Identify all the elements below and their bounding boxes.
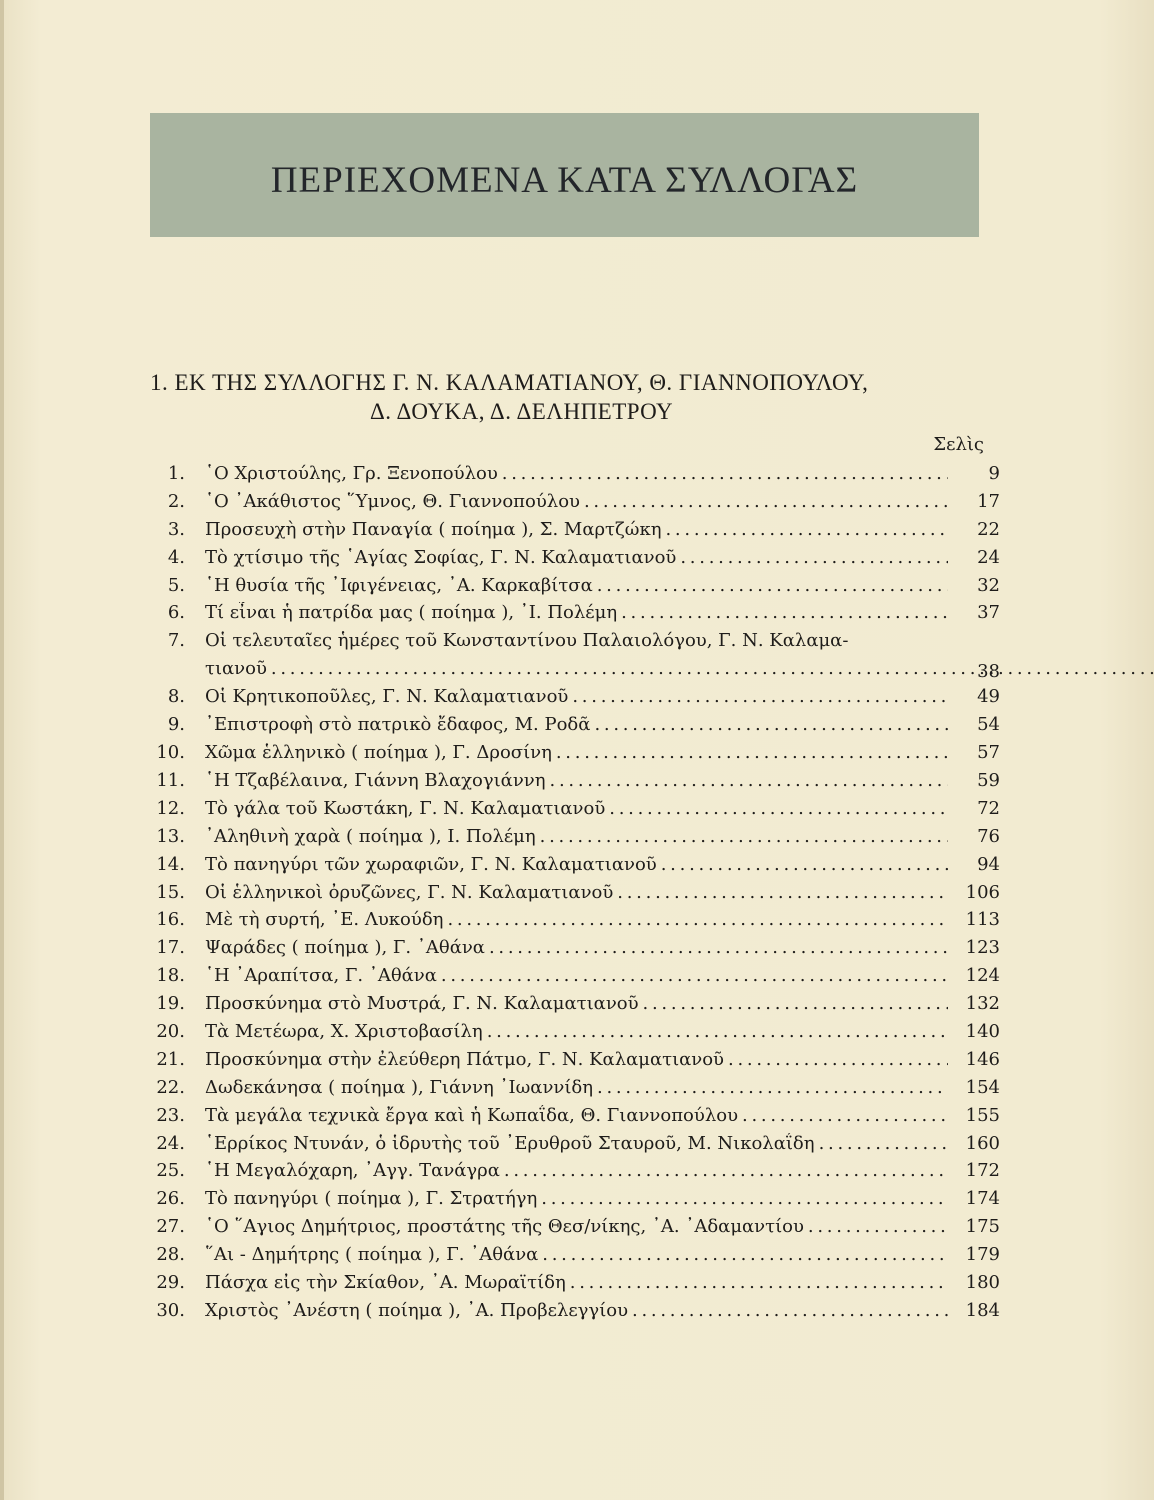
entry-line bbox=[205, 714, 948, 735]
toc-entry bbox=[150, 1244, 1000, 1272]
dot-leader bbox=[570, 1272, 948, 1293]
entry-title: Μὲ τὴ συρτή, ᾿Ε. Λυκούδη bbox=[205, 909, 444, 931]
entry-title: Χῶμα ἑλληνικὸ ( ποίημα ), Γ. Δροσίνη bbox=[205, 742, 552, 764]
entry-title: ᾿Αληθινὴ χαρὰ ( ποίημα ), Ι. Πολέμη bbox=[205, 825, 536, 847]
toc-entry bbox=[150, 491, 1000, 519]
entry-line bbox=[205, 1216, 948, 1237]
toc-entry bbox=[150, 854, 1000, 882]
entry-number: 27. bbox=[156, 1216, 185, 1238]
dot-leader bbox=[819, 1133, 948, 1154]
dot-leader bbox=[271, 658, 1154, 679]
toc-entry bbox=[150, 547, 1000, 575]
toc-entry bbox=[150, 1188, 1000, 1216]
entry-page-number: 57 bbox=[977, 742, 1000, 764]
entry-page-number: 54 bbox=[977, 714, 1000, 736]
entry-title: ῾Η ᾿Αραπίτσα, Γ. ᾿Αθάνα bbox=[205, 965, 437, 987]
page-column-label: Σελὶς bbox=[933, 434, 984, 455]
entry-page-number: 59 bbox=[977, 770, 1000, 792]
dot-leader bbox=[661, 854, 948, 875]
entry-line bbox=[205, 770, 948, 791]
dot-leader bbox=[504, 1160, 948, 1181]
entry-title: Τὸ γάλα τοῦ Κωστάκη, Γ. Ν. Καλαματιανοῦ bbox=[205, 797, 606, 819]
dot-leader bbox=[447, 909, 948, 930]
entry-line bbox=[205, 1300, 948, 1321]
entry-line bbox=[205, 491, 948, 512]
entry-title: Δωδεκάνησα ( ποίημα ), Γιάννη ᾿Ιωαννίδη bbox=[205, 1076, 594, 1098]
toc-entry bbox=[150, 1300, 1000, 1328]
entry-line bbox=[205, 602, 948, 623]
entry-title: Οἱ ἑλληνικοὶ ὀρυζῶνες, Γ. Ν. Καλαματιανοῦ bbox=[205, 881, 614, 903]
entry-title-continuation-text: τιανοῦ bbox=[205, 658, 267, 680]
entry-page-number: 9 bbox=[988, 463, 1000, 484]
entry-number: 5. bbox=[167, 574, 185, 596]
entry-page-number: 175 bbox=[965, 1216, 1000, 1238]
entry-number: 9. bbox=[167, 714, 185, 736]
entry-page-number: 132 bbox=[965, 993, 1000, 1015]
entry-line bbox=[205, 798, 948, 819]
toc-entry bbox=[150, 1077, 1000, 1105]
toc-entry bbox=[150, 826, 1000, 854]
entry-number: 28. bbox=[156, 1244, 185, 1266]
entry-title: Οἱ τελευταῖες ἡμέρες τοῦ Κωνσταντίνου Παλαιολόγου, Γ. Ν. Καλαμα- bbox=[205, 630, 849, 652]
dot-leader bbox=[742, 1105, 948, 1126]
toc-entry bbox=[150, 686, 1000, 714]
entry-title: ῾Ερρίκος Ντυνάν, ὁ ἱδρυτὴς τοῦ ᾿Ερυθροῦ Σταυροῦ, Μ. Νικολαΐδη bbox=[205, 1132, 815, 1154]
dot-leader bbox=[643, 993, 948, 1014]
entry-line bbox=[205, 1160, 948, 1181]
dot-leader bbox=[502, 463, 948, 484]
toc-entry bbox=[150, 937, 1000, 965]
entry-page-number: 22 bbox=[977, 518, 1000, 540]
entry-line bbox=[205, 909, 948, 930]
entry-page-number: 184 bbox=[965, 1299, 1000, 1321]
entry-title: Προσκύνημα στὸ Μυστρά, Γ. Ν. Καλαματιανοῦ bbox=[205, 993, 639, 1015]
dot-leader bbox=[808, 1216, 948, 1237]
dot-leader bbox=[597, 1077, 948, 1098]
entry-title: Τὰ μεγάλα τεχνικὰ ἔργα καὶ ἡ Κωπαΐδα, Θ. Γιαννοπούλου bbox=[205, 1104, 739, 1126]
entry-number: 10. bbox=[156, 742, 185, 764]
entry-page-number: 76 bbox=[977, 825, 1000, 847]
entry-title: ᾿Επιστροφὴ στὸ πατρικὸ ἔδαφος, Μ. Ροδᾶ bbox=[205, 714, 591, 736]
entry-title: Προσκύνημα στὴν ἐλεύθερη Πάτμο, Γ. Ν. Καλαματιανοῦ bbox=[205, 1048, 725, 1070]
page-edge bbox=[0, 0, 4, 1500]
entry-title: ῞Αι - Δημήτρης ( ποίημα ), Γ. ᾿Αθάνα bbox=[205, 1244, 539, 1266]
entry-title: ῾Η Μεγαλόχαρη, ᾿Αγγ. Τανάγρα bbox=[205, 1160, 500, 1182]
entry-title: Τὸ πανηγύρι ( ποίημα ), Γ. Στρατήγη bbox=[205, 1188, 538, 1210]
entry-title: Οἱ Κρητικοποῦλες, Γ. Ν. Καλαματιανοῦ bbox=[205, 686, 569, 708]
toc-entry bbox=[150, 1133, 1000, 1161]
toc-entry bbox=[150, 798, 1000, 826]
dot-leader bbox=[597, 575, 948, 596]
entry-line bbox=[205, 965, 948, 986]
toc-entry bbox=[150, 575, 1000, 603]
entry-page-number: 146 bbox=[965, 1048, 1000, 1070]
entry-number: 20. bbox=[156, 1021, 185, 1043]
entry-line bbox=[205, 575, 948, 596]
entry-line bbox=[205, 1244, 948, 1265]
entry-number: 30. bbox=[156, 1299, 185, 1321]
entry-page-number: 17 bbox=[977, 490, 1000, 512]
entry-line bbox=[205, 1133, 948, 1154]
toc-entry bbox=[150, 714, 1000, 742]
entry-page-number: 140 bbox=[965, 1021, 1000, 1043]
entry-number: 1. bbox=[167, 463, 185, 484]
toc-entry bbox=[150, 1272, 1000, 1300]
entry-number: 22. bbox=[156, 1076, 185, 1098]
toc-entry bbox=[150, 742, 1000, 770]
dot-leader bbox=[542, 1244, 948, 1265]
entry-page-number: 123 bbox=[965, 937, 1000, 959]
toc-entry bbox=[150, 882, 1000, 910]
entry-number: 17. bbox=[156, 937, 185, 959]
entry-title: Τὸ πανηγύρι τῶν χωραφιῶν, Γ. Ν. Καλαματιανοῦ bbox=[205, 853, 657, 875]
dot-leader bbox=[584, 491, 948, 512]
toc-entry bbox=[150, 463, 1000, 491]
entry-page-number: 24 bbox=[977, 546, 1000, 568]
dot-leader bbox=[550, 770, 949, 791]
entry-line bbox=[205, 826, 948, 847]
entry-number: 11. bbox=[156, 770, 185, 792]
entry-number: 25. bbox=[156, 1160, 185, 1182]
entry-line bbox=[205, 463, 948, 484]
table-of-contents bbox=[150, 463, 1000, 1328]
entry-number: 6. bbox=[167, 602, 185, 624]
toc-entry bbox=[150, 602, 1000, 630]
toc-entry bbox=[150, 1105, 1000, 1133]
entry-line bbox=[205, 993, 948, 1014]
toc-entry bbox=[150, 1049, 1000, 1077]
entry-number: 2. bbox=[167, 490, 185, 512]
toc-entry bbox=[150, 1160, 1000, 1188]
entry-page-number: 94 bbox=[977, 853, 1000, 875]
entry-number: 13. bbox=[156, 825, 185, 847]
toc-entry bbox=[150, 770, 1000, 798]
entry-line bbox=[205, 547, 948, 568]
dot-leader bbox=[728, 1049, 948, 1070]
toc-entry bbox=[150, 519, 1000, 547]
dot-leader bbox=[617, 882, 948, 903]
page-title: ΠΕΡΙΕΧΟΜΕΝΑ ΚΑΤΑ ΣΥΛΛΟΓΑΣ bbox=[270, 159, 859, 201]
entry-page-number: 180 bbox=[965, 1272, 1000, 1294]
entry-title: Πάσχα εἰς τὴν Σκίαθον, ᾿Α. Μωραϊτίδη bbox=[205, 1272, 566, 1294]
entry-page-number: 37 bbox=[977, 602, 1000, 624]
toc-entry bbox=[150, 1216, 1000, 1244]
entry-number: 21. bbox=[156, 1048, 185, 1070]
dot-leader bbox=[594, 714, 948, 735]
dot-leader bbox=[540, 826, 948, 847]
title-banner bbox=[150, 113, 979, 237]
entry-number: 15. bbox=[156, 881, 185, 903]
toc-entry bbox=[150, 965, 1000, 993]
entry-title-block bbox=[205, 630, 1154, 686]
toc-entry bbox=[150, 630, 1000, 686]
entry-number: 4. bbox=[167, 546, 185, 568]
toc-entry bbox=[150, 993, 1000, 1021]
entry-number: 26. bbox=[156, 1188, 185, 1210]
entry-page-number: 113 bbox=[965, 909, 1000, 931]
section-heading-line2: Δ. ΔΟΥΚΑ, Δ. ΔΕΛΗΠΕΤΡΟΥ bbox=[370, 399, 674, 424]
entry-title: Χριστὸς ᾿Ανέστη ( ποίημα ), ᾿Α. Προβελεγγίου bbox=[205, 1299, 629, 1321]
entry-number: 7. bbox=[167, 630, 185, 652]
entry-line bbox=[205, 742, 948, 763]
entry-page-number: 124 bbox=[965, 965, 1000, 987]
entry-line bbox=[205, 1272, 948, 1293]
entry-title-continuation bbox=[205, 658, 1154, 686]
entry-page-number: 172 bbox=[965, 1160, 1000, 1182]
entry-number: 3. bbox=[167, 518, 185, 540]
entry-number: 29. bbox=[156, 1272, 185, 1294]
entry-number: 19. bbox=[156, 993, 185, 1015]
entry-line bbox=[205, 519, 948, 540]
entry-line bbox=[205, 1188, 948, 1209]
dot-leader bbox=[621, 602, 948, 623]
entry-page-number: 160 bbox=[965, 1132, 1000, 1154]
entry-title: ῾Ο Χριστούλης, Γρ. Ξενοπούλου bbox=[205, 463, 498, 484]
entry-line bbox=[205, 1049, 948, 1070]
entry-title: Τὸ χτίσιμο τῆς ῾Αγίας Σοφίας, Γ. Ν. Καλαματιανοῦ bbox=[205, 546, 677, 568]
entry-page-number: 38 bbox=[977, 661, 1000, 683]
dot-leader bbox=[556, 742, 948, 763]
entry-page-number: 174 bbox=[965, 1188, 1000, 1210]
entry-page-number: 106 bbox=[965, 881, 1000, 903]
entry-title: ῾Η Τζαβέλαινα, Γιάννη Βλαχογιάννη bbox=[205, 770, 546, 792]
entry-line bbox=[205, 1077, 948, 1098]
toc-entry bbox=[150, 1021, 1000, 1049]
entry-page-number: 49 bbox=[977, 686, 1000, 708]
entry-number: 18. bbox=[156, 965, 185, 987]
entry-page-number: 179 bbox=[965, 1244, 1000, 1266]
entry-line bbox=[205, 854, 948, 875]
entry-number: 23. bbox=[156, 1104, 185, 1126]
entry-title: Προσευχὴ στὴν Παναγία ( ποίημα ), Σ. Μαρτζώκη bbox=[205, 518, 662, 540]
entry-title: Τί εἶναι ἡ πατρίδα μας ( ποίημα ), ᾿Ι. Πολέμη bbox=[205, 602, 618, 624]
entry-number: 12. bbox=[156, 797, 185, 819]
entry-number: 8. bbox=[167, 686, 185, 708]
entry-title: Τὰ Μετέωρα, Χ. Χριστοβασίλη bbox=[205, 1021, 483, 1043]
entry-number: 14. bbox=[156, 853, 185, 875]
dot-leader bbox=[487, 1021, 948, 1042]
entry-line bbox=[205, 1105, 948, 1126]
entry-line bbox=[205, 1021, 948, 1042]
entry-title: ῾Η θυσία τῆς ᾿Ιφιγένειας, ᾿Α. Καρκαβίτσα bbox=[205, 574, 593, 596]
dot-leader bbox=[489, 937, 948, 958]
entry-line bbox=[205, 937, 948, 958]
dot-leader bbox=[609, 798, 948, 819]
dot-leader bbox=[665, 519, 948, 540]
entry-page-number: 155 bbox=[965, 1104, 1000, 1126]
entry-line bbox=[205, 882, 948, 903]
dot-leader bbox=[541, 1188, 948, 1209]
entry-page-number: 154 bbox=[965, 1076, 1000, 1098]
entry-title: Ψαράδες ( ποίημα ), Γ. ᾿Αθάνα bbox=[205, 937, 485, 959]
dot-leader bbox=[632, 1300, 948, 1321]
entry-line bbox=[205, 686, 948, 707]
entry-title: ῾Ο ῞Αγιος Δημήτριος, προστάτης τῆς Θεσ/νίκης, ᾿Α. ᾿Αδαμαντίου bbox=[205, 1216, 804, 1238]
entry-page-number: 32 bbox=[977, 574, 1000, 596]
dot-leader bbox=[680, 547, 948, 568]
dot-leader bbox=[572, 686, 948, 707]
entry-title: ῾Ο ᾿Ακάθιστος ῞Υμνος, Θ. Γιαννοπούλου bbox=[205, 490, 580, 512]
entry-page-number: 72 bbox=[977, 797, 1000, 819]
section-heading-line1: 1. ΕΚ ΤΗΣ ΣΥΛΛΟΓΗΣ Γ. Ν. ΚΑΛΑΜΑΤΙΑΝΟΥ, Θ. ΓΙΑΝΝΟΠΟΥΛΟΥ, bbox=[150, 370, 869, 395]
entry-number: 24. bbox=[156, 1132, 185, 1154]
toc-entry bbox=[150, 909, 1000, 937]
entry-number: 16. bbox=[156, 909, 185, 931]
dot-leader bbox=[441, 965, 948, 986]
